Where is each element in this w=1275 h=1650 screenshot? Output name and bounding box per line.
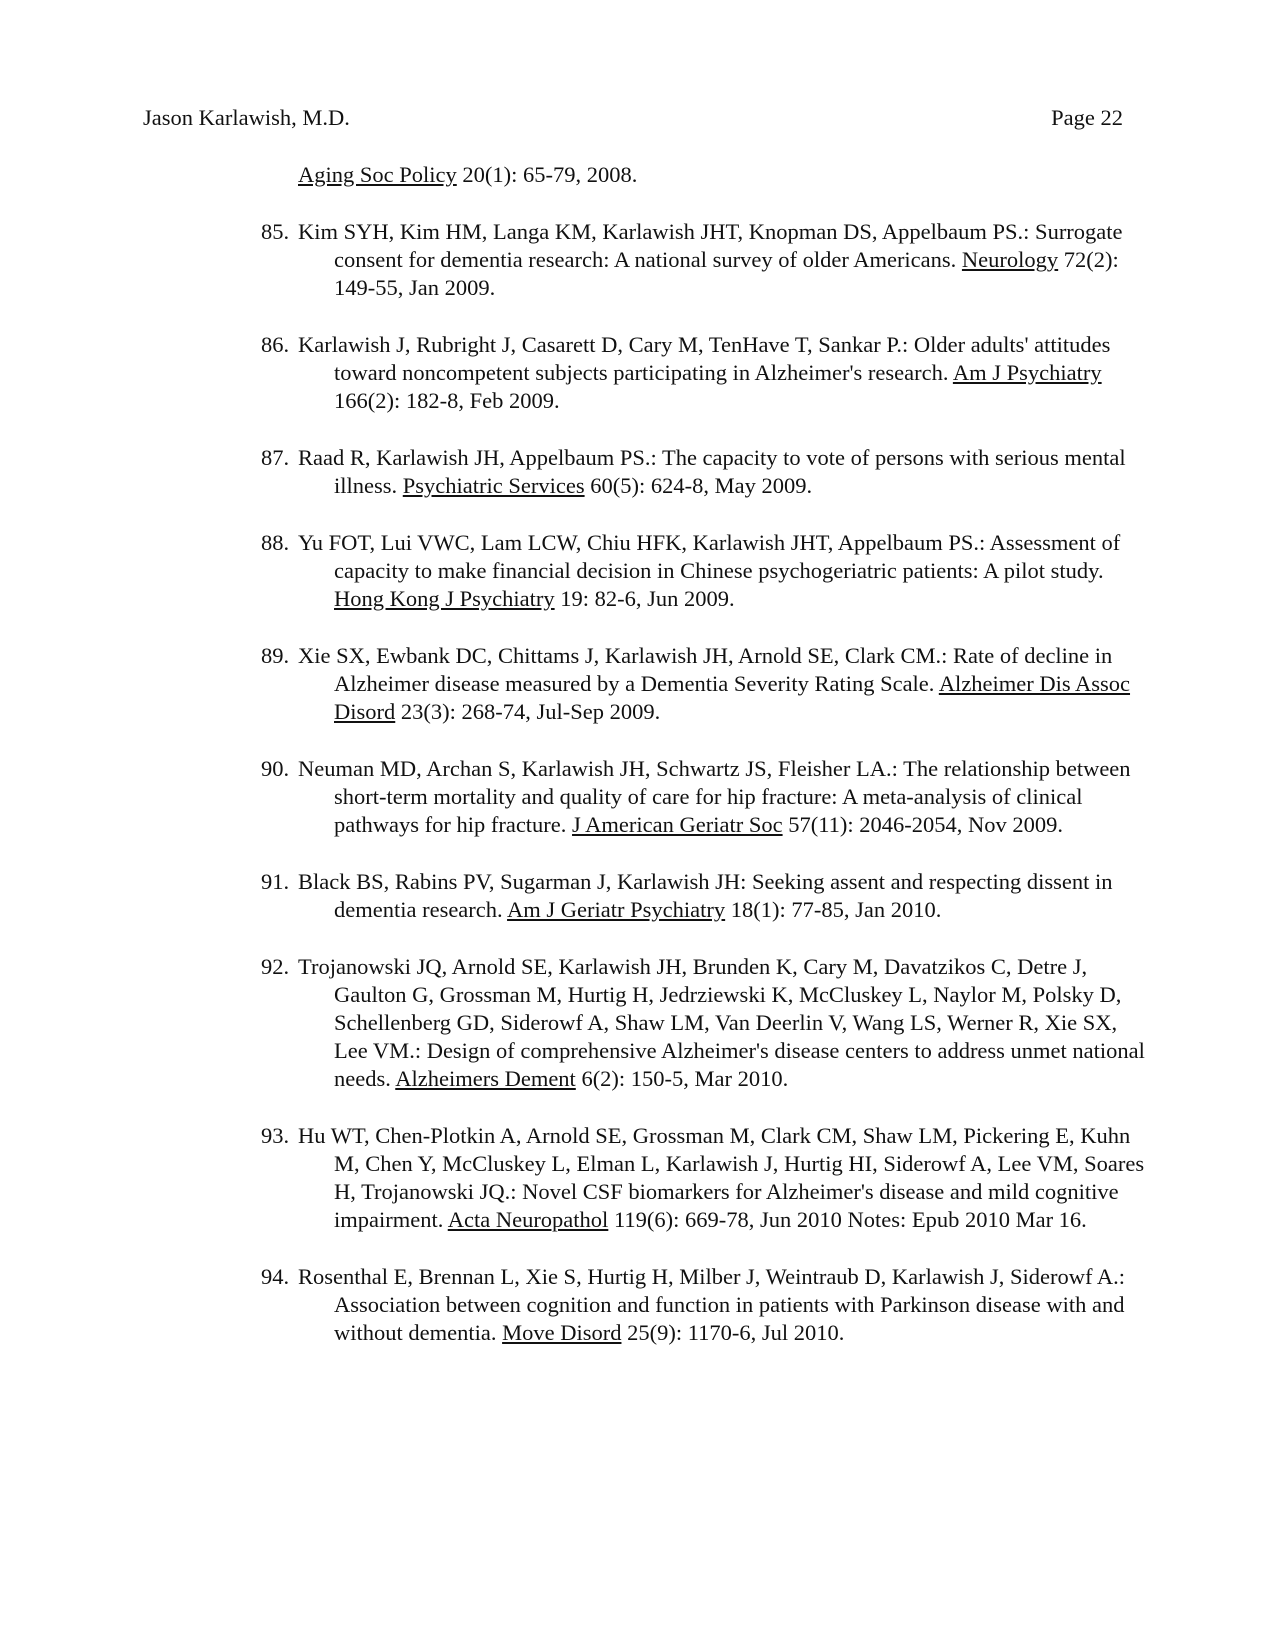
entry-number: 94. bbox=[261, 1264, 290, 1289]
entry-number: 85. bbox=[261, 219, 290, 244]
continuation-entry bbox=[261, 161, 1156, 189]
page-number: Page 22 bbox=[1051, 105, 1123, 130]
publication-list bbox=[261, 161, 1156, 1376]
citation-detail: 6(2): 150-5, Mar 2010. bbox=[575, 1066, 789, 1091]
publication-entry bbox=[261, 1122, 1156, 1234]
citation-text: Black BS, Rabins PV, Sugarman J, Karlawish JH: Seeking assent and respecting dissent in dementia research. bbox=[298, 869, 1113, 922]
publication-entry bbox=[261, 444, 1156, 500]
publication-entry bbox=[261, 755, 1156, 839]
citation-detail: 20(1): 65-79, 2008. bbox=[456, 162, 638, 187]
journal-name: Acta Neuropathol bbox=[447, 1207, 609, 1232]
journal-name: Am J Psychiatry bbox=[952, 360, 1102, 385]
publication-entry bbox=[261, 1263, 1156, 1347]
publication-entry bbox=[261, 529, 1156, 613]
citation-text: Rosenthal E, Brennan L, Xie S, Hurtig H, Milber J, Weintraub D, Karlawish J, Siderowf A.: Association between cognition and function in patients with Parkinson disease with and without dementia. bbox=[298, 1264, 1126, 1345]
publication-entry bbox=[261, 331, 1156, 415]
page-header bbox=[143, 104, 1123, 132]
citation-detail: 23(3): 268-74, Jul-Sep 2009. bbox=[395, 699, 661, 724]
citation-text: Karlawish J, Rubright J, Casarett D, Cary M, TenHave T, Sankar P.: Older adults' attitudes toward noncompetent subjects participating in Alzheimer's research. bbox=[298, 332, 1111, 385]
citation-detail: 166(2): 182-8, Feb 2009. bbox=[334, 388, 560, 413]
entry-number: 93. bbox=[261, 1123, 290, 1148]
entry-number: 87. bbox=[261, 445, 290, 470]
journal-name: Am J Geriatr Psychiatry bbox=[507, 897, 726, 922]
publication-entry bbox=[261, 953, 1156, 1093]
journal-name: Hong Kong J Psychiatry bbox=[334, 586, 555, 611]
citation-text: Raad R, Karlawish JH, Appelbaum PS.: The capacity to vote of persons with serious mental illness. bbox=[298, 445, 1126, 498]
publication-entry bbox=[261, 642, 1156, 726]
entry-number: 92. bbox=[261, 954, 290, 979]
citation-detail: 72(2): 149-55, Jan 2009. bbox=[334, 247, 1119, 300]
citation-detail: 19: 82-6, Jun 2009. bbox=[554, 586, 735, 611]
citation-detail: 25(9): 1170-6, Jul 2010. bbox=[621, 1320, 845, 1345]
entry-number: 90. bbox=[261, 756, 290, 781]
journal-name: Alzheimer Dis Assoc Disord bbox=[334, 671, 1131, 724]
journal-name: Psychiatric Services bbox=[402, 473, 585, 498]
citation-text: Hu WT, Chen-Plotkin A, Arnold SE, Grossman M, Clark CM, Shaw LM, Pickering E, Kuhn M, Chen Y, McCluskey L, Elman L, Karlawish J, Hurtig HI, Siderowf A, Lee VM, Soares H, Trojanowski JQ.: Novel CSF biomarkers for Alzheimer's disease and mild cognitive impairment. bbox=[298, 1123, 1145, 1232]
citation-text: Xie SX, Ewbank DC, Chittams J, Karlawish JH, Arnold SE, Clark CM.: Rate of decline in Alzheimer disease measured by a Dementia Severity Rating Scale. bbox=[298, 643, 1113, 696]
entry-number: 91. bbox=[261, 869, 290, 894]
citation-text: Kim SYH, Kim HM, Langa KM, Karlawish JHT, Knopman DS, Appelbaum PS.: Surrogate consent for dementia research: A national survey of older Americans. bbox=[298, 219, 1123, 272]
publication-entry bbox=[261, 218, 1156, 302]
journal-name: J American Geriatr Soc bbox=[572, 812, 783, 837]
citation-detail: 60(5): 624-8, May 2009. bbox=[584, 473, 813, 498]
journal-name: Neurology bbox=[961, 247, 1059, 272]
journal-name: Alzheimers Dement bbox=[395, 1066, 576, 1091]
journal-name: Move Disord bbox=[502, 1320, 622, 1345]
citation-text: Trojanowski JQ, Arnold SE, Karlawish JH, Brunden K, Cary M, Davatzikos C, Detre J, Gaulton G, Grossman M, Hurtig H, Jedrziewski K, McCluskey L, Naylor M, Polsky D, Schellenberg GD, Siderowf A, Shaw LM, Van Deerlin V, Wang LS, Werner R, Xie SX, Lee VM.: Design of comprehensive Alzheimer's disease centers to address unmet national needs. bbox=[298, 954, 1145, 1091]
entry-number: 89. bbox=[261, 643, 290, 668]
journal-name: Aging Soc Policy bbox=[298, 162, 457, 187]
entry-number: 88. bbox=[261, 530, 290, 555]
citation-detail: 119(6): 669-78, Jun 2010 Notes: Epub 2010 Mar 16. bbox=[608, 1207, 1087, 1232]
citation-text: Yu FOT, Lui VWC, Lam LCW, Chiu HFK, Karlawish JHT, Appelbaum PS.: Assessment of capacity to make financial decision in Chinese psychogeriatric patients: A pilot study. bbox=[298, 530, 1121, 583]
citation-detail: 18(1): 77-85, Jan 2010. bbox=[725, 897, 942, 922]
citation-detail: 57(11): 2046-2054, Nov 2009. bbox=[782, 812, 1063, 837]
citation-text: Neuman MD, Archan S, Karlawish JH, Schwartz JS, Fleisher LA.: The relationship between short-term mortality and quality of care for hip fracture: A meta-analysis of clinical pathways for hip fracture. bbox=[298, 756, 1131, 837]
entry-number: 86. bbox=[261, 332, 290, 357]
publication-entry bbox=[261, 868, 1156, 924]
author-name: Jason Karlawish, M.D. bbox=[143, 105, 350, 130]
